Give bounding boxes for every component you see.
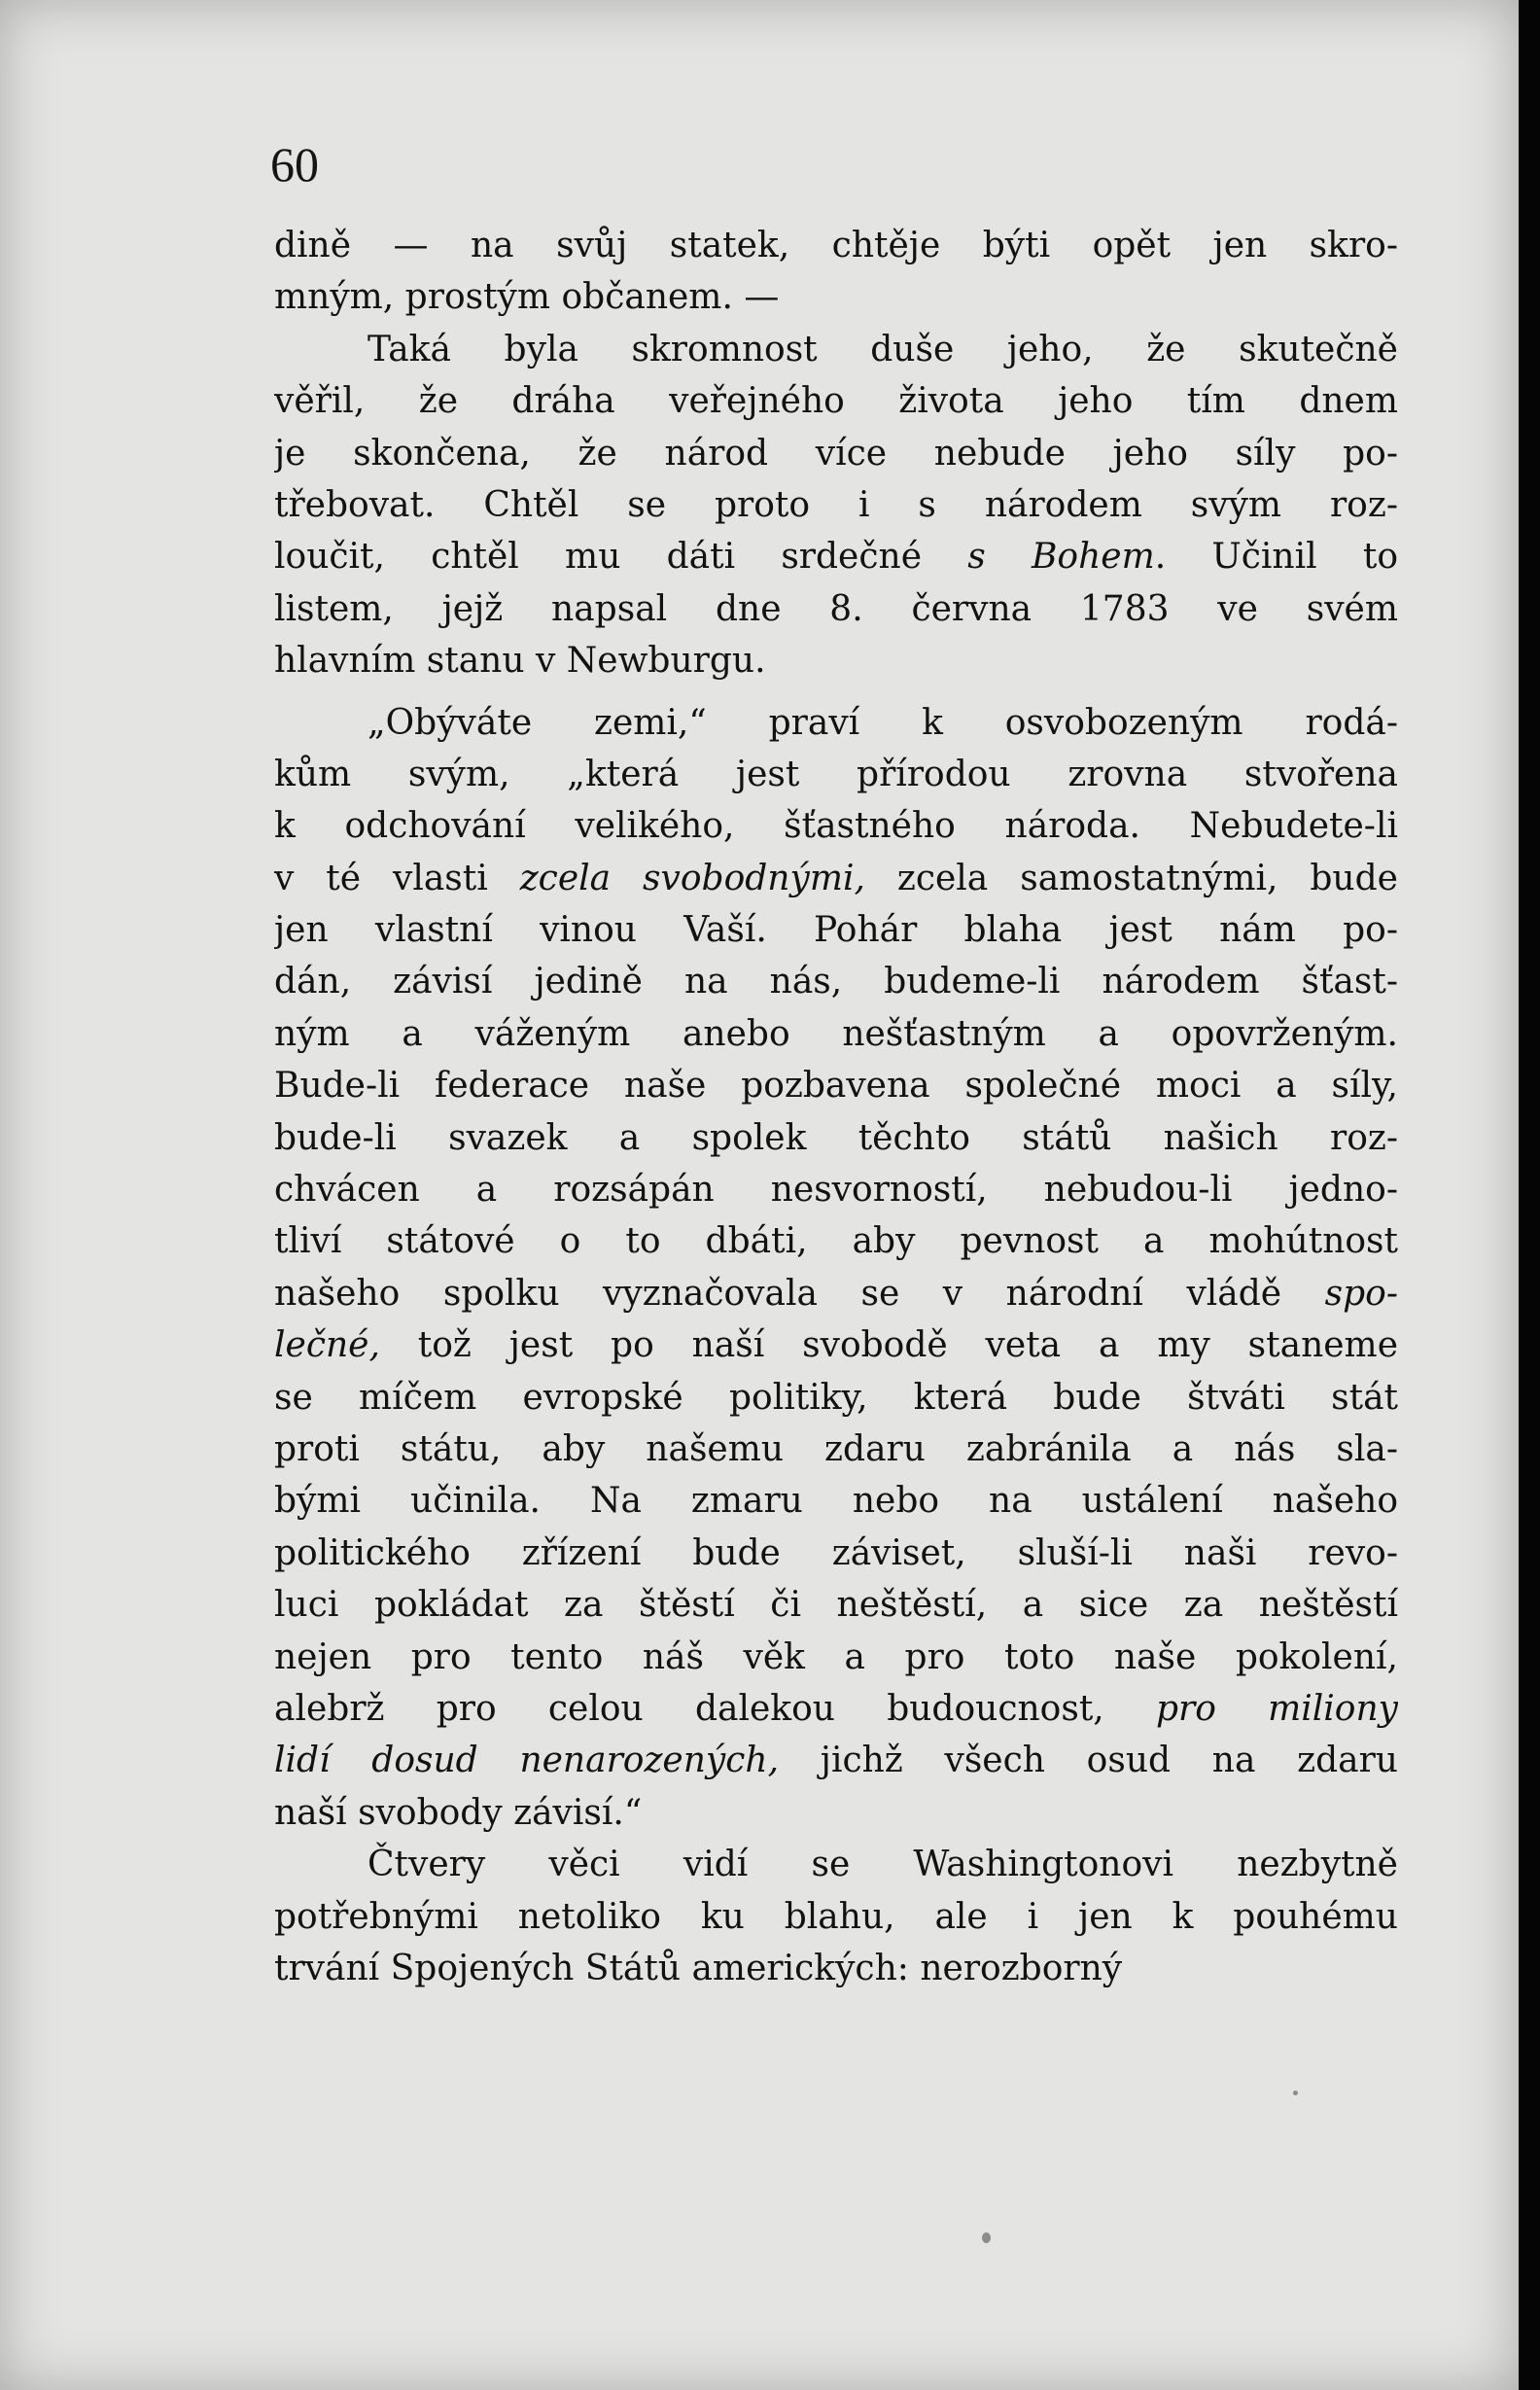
text-line	[274, 1839, 1398, 1890]
text-segment: třebovat. Chtěl se proto i s národem svým roz-	[274, 484, 1398, 525]
italic-text: spo-	[1324, 1273, 1398, 1314]
text-line	[274, 1735, 1398, 1786]
text-line	[274, 220, 1398, 271]
text-segment: bými učinila. Na zmaru nebo na ustálení našeho	[274, 1481, 1398, 1522]
text-line	[274, 1319, 1398, 1371]
text-line	[274, 749, 1398, 800]
text-line	[274, 583, 1398, 635]
text-segment: ným a váženým anebo nešťastným a opovrženým.	[274, 1013, 1398, 1054]
text-segment: našeho spolku vyznačovala se v národní vládě	[274, 1273, 1325, 1314]
text-segment: mným, prostým občanem. —	[274, 277, 780, 318]
text-segment: hlavním stanu v Newburgu.	[274, 641, 766, 682]
text-line	[274, 1943, 1398, 1994]
text-line	[274, 271, 1398, 323]
text-line	[274, 479, 1398, 531]
text-segment: naší svobody závisí.“	[274, 1792, 643, 1833]
text-segment: zcela samostatnými, bude	[864, 858, 1398, 898]
text-segment: Čtvery věci vidí se Washingtonovi nezbytně	[368, 1845, 1398, 1885]
text-segment: dině — na svůj statek, chtěje býti opět jen skro-	[274, 226, 1398, 265]
paper-speck	[1293, 2091, 1298, 2095]
text-segment: potřebnými netoliko ku blahu, ale i jen k pouhému	[274, 1896, 1398, 1937]
text-line	[274, 1215, 1398, 1267]
text-segment: proti státu, aby našemu zdaru zabránila a nás sla-	[274, 1428, 1398, 1469]
paper-speck	[982, 2232, 991, 2243]
text-segment: luci pokládat za štěstí či neštěstí, a sice za neštěstí	[274, 1585, 1398, 1626]
text-segment: „Obýváte zemi,“ praví k osvobozeným rodá-	[368, 702, 1398, 743]
text-line	[274, 853, 1398, 904]
text-line	[274, 1891, 1398, 1943]
text-segment: Bude-li federace naše pozbavena společné moci a síly,	[274, 1066, 1398, 1107]
text-segment: věřil, že dráha veřejného života jeho tím dnem	[274, 381, 1398, 422]
text-segment: bude-li svazek a spolek těchto států našich roz-	[274, 1117, 1398, 1158]
italic-text: pro miliony	[1155, 1688, 1398, 1729]
text-segment: se míčem evropské politiky, která bude štváti stát	[274, 1377, 1398, 1418]
text-line	[274, 531, 1398, 582]
text-line	[274, 1112, 1398, 1164]
text-segment: k odchování velikého, šťastného národa. Nebudete-li	[274, 806, 1398, 847]
text-segment: jichž všech osud na zdaru	[779, 1740, 1398, 1781]
text-line	[274, 635, 1398, 686]
text-segment: jen vlastní vinou Vaší. Pohár blaha jest nám po-	[274, 910, 1398, 951]
text-line	[274, 1372, 1398, 1423]
italic-text: lečné,	[274, 1325, 380, 1366]
text-line	[274, 904, 1398, 956]
body-text	[274, 220, 1398, 1994]
text-segment: tliví státové o to dbáti, aby pevnost a mohútnost	[274, 1221, 1398, 1262]
text-line	[274, 1060, 1398, 1111]
text-line	[274, 1632, 1398, 1683]
text-segment: Taká byla skromnost duše jeho, že skutečně	[368, 329, 1398, 369]
text-segment: nejen pro tento náš věk a pro toto naše pokolení,	[274, 1636, 1398, 1677]
text-segment: v té vlasti	[274, 858, 520, 898]
italic-text: zcela svobodnými,	[519, 858, 865, 898]
text-segment: dán, závisí jedině na nás, budeme-li národem šťast-	[274, 962, 1398, 1002]
text-segment: politického zřízení bude záviset, sluší-li naši revo-	[274, 1532, 1398, 1573]
text-segment: trvání Spojených Států amerických: nerozborný	[274, 1948, 1123, 1988]
text-segment: loučit, chtěl mu dáti srdečné	[274, 537, 968, 578]
italic-text: lidí dosud nenarozených,	[274, 1740, 780, 1781]
text-line	[274, 428, 1398, 479]
text-line	[274, 800, 1398, 852]
text-line	[274, 956, 1398, 1007]
text-line	[274, 1423, 1398, 1475]
italic-text: s Bohem	[967, 537, 1155, 578]
text-line	[274, 1475, 1398, 1527]
text-line	[274, 1528, 1398, 1579]
text-line	[274, 1787, 1398, 1839]
text-line	[274, 1008, 1398, 1060]
text-line	[274, 1164, 1398, 1215]
text-segment: je skončena, že národ více nebude jeho síly po-	[274, 433, 1398, 474]
text-segment: listem, jejž napsal dne 8. června 1783 ve svém	[274, 588, 1398, 629]
text-segment: chvácen a rozsápán nesvorností, nebudou-li jedno-	[274, 1170, 1398, 1211]
text-line	[274, 1579, 1398, 1631]
text-line	[274, 324, 1398, 375]
text-segment: alebrž pro celou dalekou budoucnost,	[274, 1688, 1156, 1729]
scan-dark-edge	[1519, 0, 1540, 2390]
text-segment: kům svým, „která jest přírodou zrovna stvořena	[274, 754, 1398, 794]
page-number: 60	[270, 137, 319, 192]
text-line	[274, 1683, 1398, 1735]
text-line	[274, 1268, 1398, 1319]
text-segment: tož jest po naší svobodě veta a my staneme	[379, 1325, 1398, 1366]
text-segment: . Učinil to	[1154, 537, 1398, 578]
text-line	[274, 697, 1398, 749]
text-line	[274, 375, 1398, 427]
